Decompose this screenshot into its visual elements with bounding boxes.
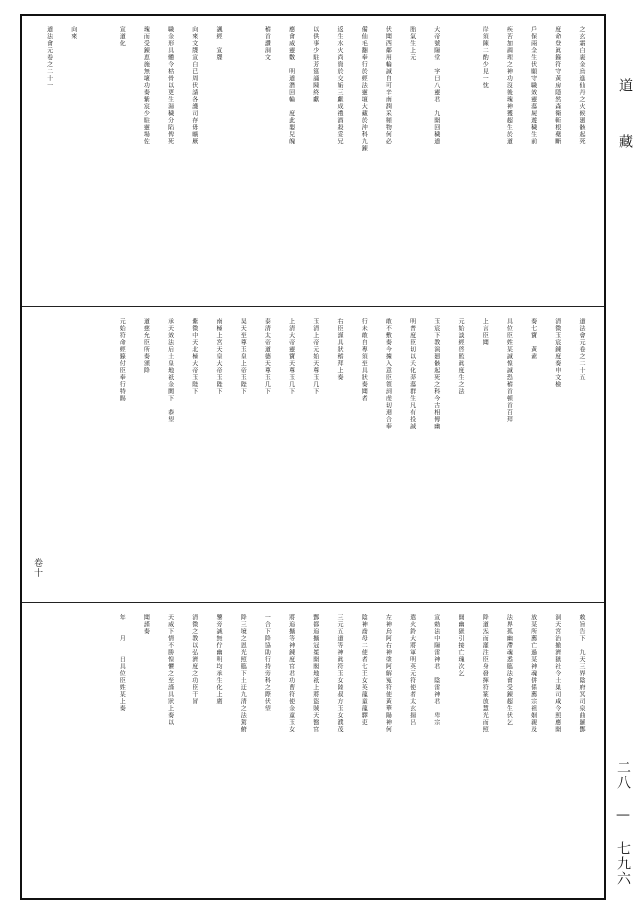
text-column: 紫微中天北極大帝玉陛下 <box>190 318 198 395</box>
text-column: 以供事少駐芳筵誦陳終獻 <box>311 26 319 103</box>
register-divider-bottom <box>22 602 604 603</box>
text-column: 降道炁而灌注臣身發揮符篆放慧光而照 <box>481 614 489 733</box>
text-column: 宣勅法中陽雷神君 陰雷神君 卑宗 <box>432 614 440 726</box>
text-column: 降三境之恩光照臨下土迂九清之法駕俯 <box>239 614 247 733</box>
text-column: 承天效法后土皇地祇金闕下 恭望 <box>166 318 174 423</box>
text-column: 胎氣生上元 <box>408 26 416 61</box>
side-note: 卷十 <box>32 558 42 578</box>
text-column: 清微玉宸錬度奏申文檢 <box>553 318 561 388</box>
text-column: 玉宸下教演廻骸起死之科今古相傳幽 <box>432 318 440 430</box>
page-number: 二八 — 七九六 <box>615 760 631 886</box>
text-column: 南極上宮天皇大帝玉陛下 <box>215 318 222 395</box>
text-column: 遣火鈴大將軍明英元符使者太玄揚呂 <box>408 614 416 726</box>
text-column: 大帝號陽堂 字曰八靈君 九開回穢道 <box>432 26 440 145</box>
text-column: 法界孤幽滯魂悉臨法會受錬超生伏乞 <box>505 614 513 726</box>
text-column: 上清大帝靈寶天尊玉几下 <box>287 318 295 395</box>
text-column: 行未敢自專須至具狀奏聞者 <box>360 318 368 402</box>
text-column: 之玄霜白裹金烏進仙丹之火候廻骸起死 <box>578 26 585 145</box>
page-frame <box>20 14 606 900</box>
text-column: 三元五道等神眞符玉女陸叔方玉女濮茂 <box>336 614 343 733</box>
text-column: 奏七寶 黃素 <box>529 318 537 360</box>
text-column: 放某所薦亡過某神魂併係薦宗祖姻親及 <box>529 614 537 733</box>
text-column: 敕旨告下 九天三界陰府冥司泉曲羅酆 <box>578 614 585 733</box>
text-column: 向來 <box>69 26 77 40</box>
register-divider-top <box>22 306 604 307</box>
text-column: 元始談經啓監眞度生之法 <box>457 318 464 395</box>
text-column: 疾苦加調理之神功沒後瑰神獲超生於道 <box>505 26 513 145</box>
text-column: 稽首讚洞文 <box>263 26 271 61</box>
text-column: 戶保兩全生伏願守職效靈蕩屍遊穢生前 <box>529 26 537 145</box>
text-column: 陰神喬母二使者七王女英龍童龍驛吏 <box>360 614 368 726</box>
text-column: 泰清太帝道德天尊玉几下 <box>263 318 271 395</box>
text-column: 天威下情不勝惶懼之至謹具狀上奏以 <box>166 614 174 726</box>
register-top <box>22 16 585 306</box>
text-column: 左神烏阿右神塗阿解冤符使黃華陽神何 <box>384 614 392 733</box>
text-column: 度命登眞籙符守黃房隱然森衛斬根蘗斷 <box>553 26 561 145</box>
text-column: 洞天宮治撤濟獄社令土巢司咸令照應開 <box>553 614 561 733</box>
text-column: 道法會元卷之二十五 <box>578 318 585 381</box>
text-column: 年 月 日具位臣姓某上奏 <box>118 614 126 712</box>
text-column: 一合下降協助行持旁科之際伏望 <box>263 614 271 712</box>
text-column: 右臣謹具狀稽拜上奏 <box>336 318 343 381</box>
text-column: 元始符命經籙付臣奉行特賜 <box>118 318 126 402</box>
text-column: 上言臣聞 <box>481 318 489 346</box>
text-column: 酆都追攝冠冕開閣地祇上將盜賊天醫官 <box>311 614 319 733</box>
text-column: 昊天至尊玉皇上帝玉陛下 <box>239 318 247 395</box>
text-column: 鑒旁誠無佇幽明均承生化上廣 <box>215 614 222 705</box>
text-column: 明普度臣切以夭化莽蕩群生凡有投誠 <box>408 318 416 430</box>
text-column: 伏聞西鄰用輪誠自可辛南潤采頻物何必 <box>384 26 392 145</box>
text-column: 開幽獄引接亡瑰次乞 <box>457 614 464 677</box>
text-column: 諷經 宣牒 <box>215 26 222 61</box>
text-column: 將追攝等神錬度官君功曹符使金童玉女 <box>287 614 295 733</box>
text-column: 向來文牒宣白已周伏請各護司存毋曠厥 <box>190 26 198 145</box>
collection-title: 道 藏 <box>617 78 633 162</box>
text-column: 玉清上帝元始天尊玉几下 <box>311 318 319 395</box>
text-column: 瑰而受錬恵施無壞功奏紫宸少駐靈場佐 <box>142 26 150 145</box>
text-column: 敢不敷奏今據入意臣領詞虔切迴合奉 <box>384 318 392 430</box>
register-bottom <box>22 604 585 898</box>
text-column: 具位臣姓某誠惶誠恐稽首頓首百拜 <box>505 318 513 423</box>
text-column: 道慈允臣所奏頒降 <box>142 318 150 374</box>
text-column: 備仙毛翻奉行於經法靈壇大藏於沖科九錬 <box>360 26 368 152</box>
text-column: 應會威靈數 明道潛回輪 度此嬰兒魄 <box>287 26 295 145</box>
text-column: 清微之教以弘濟度之功臣干冒 <box>190 614 198 705</box>
text-column: 岸須陳二酌少見一忱 <box>481 26 489 89</box>
text-column: 宣道化 <box>118 26 126 47</box>
text-column: 道法會元卷之二十一 <box>45 26 53 89</box>
text-column: 聞謹奏 <box>142 614 150 635</box>
text-column: 職金形具體令枯骨以更生湯穢分陷俾死 <box>166 26 174 145</box>
text-column: 返生水火尚資於交姤三獻成禮酒殺妥兄 <box>336 26 343 145</box>
register-middle <box>22 308 585 600</box>
